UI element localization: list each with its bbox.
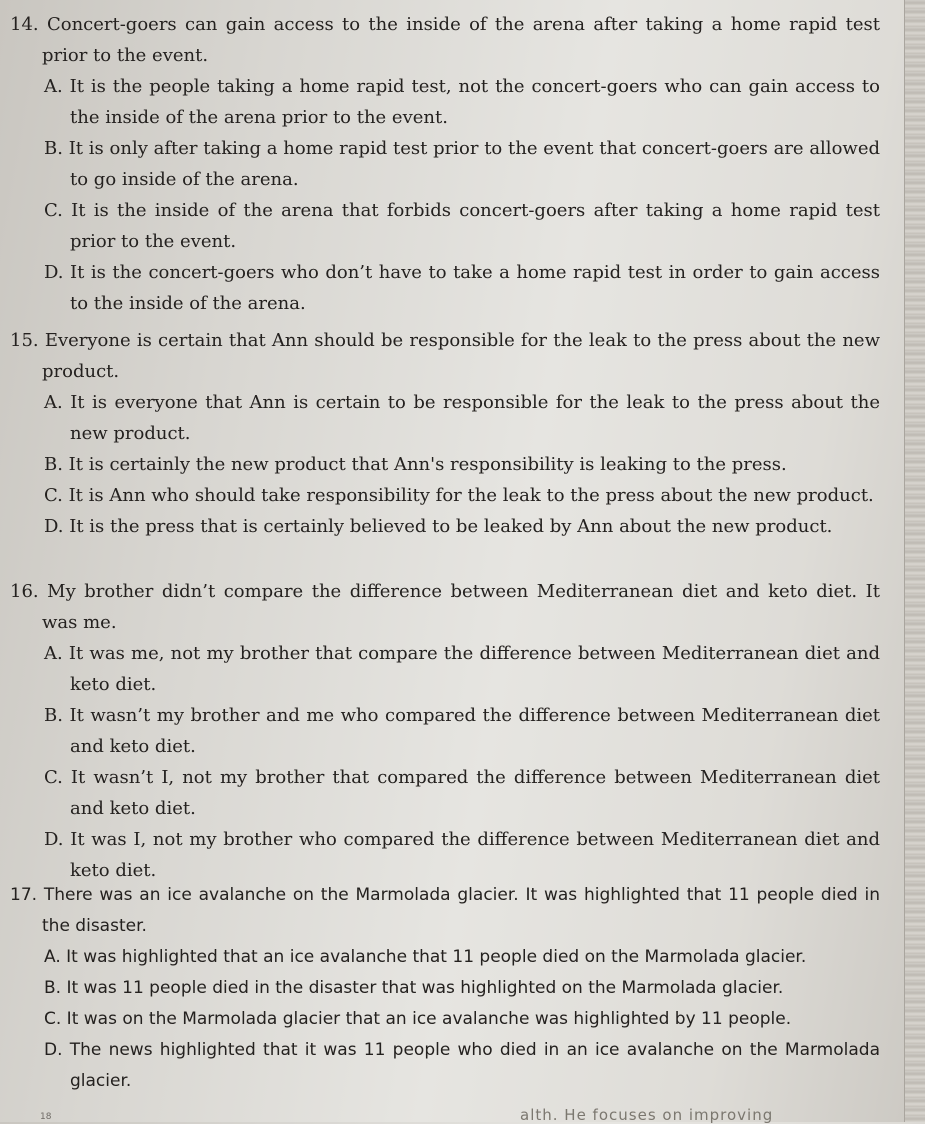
question-15 — [0, 325, 880, 542]
option-d: D. It is the press that is certainly believed to be leaked by Ann about the new product. — [44, 516, 833, 537]
question-16 — [0, 576, 880, 886]
question-stem: 15. Everyone is certain that Ann should be responsible for the leak to the press about the new product. — [10, 330, 880, 382]
next-page-text-fragment: alth. He focuses on improving — [520, 1106, 774, 1124]
option-b: B. It was 11 people died in the disaster that was highlighted on the Marmolada glacier. — [44, 978, 784, 998]
option-a: A. It is everyone that Ann is certain to be responsible for the leak to the press about the new product. — [44, 392, 880, 444]
option-a: A. It is the people taking a home rapid test, not the concert-goers who can gain access to the inside of the arena prior to the event. — [44, 76, 880, 128]
question-14 — [0, 9, 880, 319]
option-a: A. It was highlighted that an ice avalanche that 11 people died on the Marmolada glacier. — [44, 947, 807, 967]
question-stem: 17. There was an ice avalanche on the Marmolada glacier. It was highlighted that 11 people died in the disaster. — [10, 885, 880, 936]
option-a: A. It was me, not my brother that compare the difference between Mediterranean diet and keto diet. — [44, 643, 880, 695]
option-b: B. It is only after taking a home rapid test prior to the event that concert-goers are allowed to go inside of the arena. — [44, 138, 880, 190]
question-stem: 16. My brother didn’t compare the difference between Mediterranean diet and keto diet. It was me. — [10, 581, 880, 633]
option-c: C. It was on the Marmolada glacier that an ice avalanche was highlighted by 11 people. — [44, 1009, 792, 1029]
option-c: C. It wasn’t I, not my brother that compared the difference between Mediterranean diet and keto diet. — [44, 767, 880, 819]
option-b: B. It is certainly the new product that Ann's responsibility is leaking to the press. — [44, 454, 787, 475]
page-number-fragment: 18 — [40, 1112, 52, 1122]
option-b: B. It wasn’t my brother and me who compared the difference between Mediterranean diet and keto diet. — [44, 705, 880, 757]
option-d: D. It was I, not my brother who compared the difference between Mediterranean diet and keto diet. — [44, 829, 880, 881]
question-stem: 14. Concert-goers can gain access to the inside of the arena after taking a home rapid test prior to the event. — [10, 14, 880, 66]
option-c: C. It is Ann who should take responsibility for the leak to the press about the new product. — [44, 485, 874, 506]
option-d: D. It is the concert-goers who don’t have to take a home rapid test in order to gain access to the inside of the arena. — [44, 262, 880, 314]
option-c: C. It is the inside of the arena that forbids concert-goers after taking a home rapid test prior to the event. — [44, 200, 880, 252]
question-17 — [0, 880, 880, 1097]
option-d: D. The news highlighted that it was 11 people who died in an ice avalanche on the Marmolada glacier. — [44, 1040, 880, 1091]
page-stack-edge — [904, 0, 925, 1122]
